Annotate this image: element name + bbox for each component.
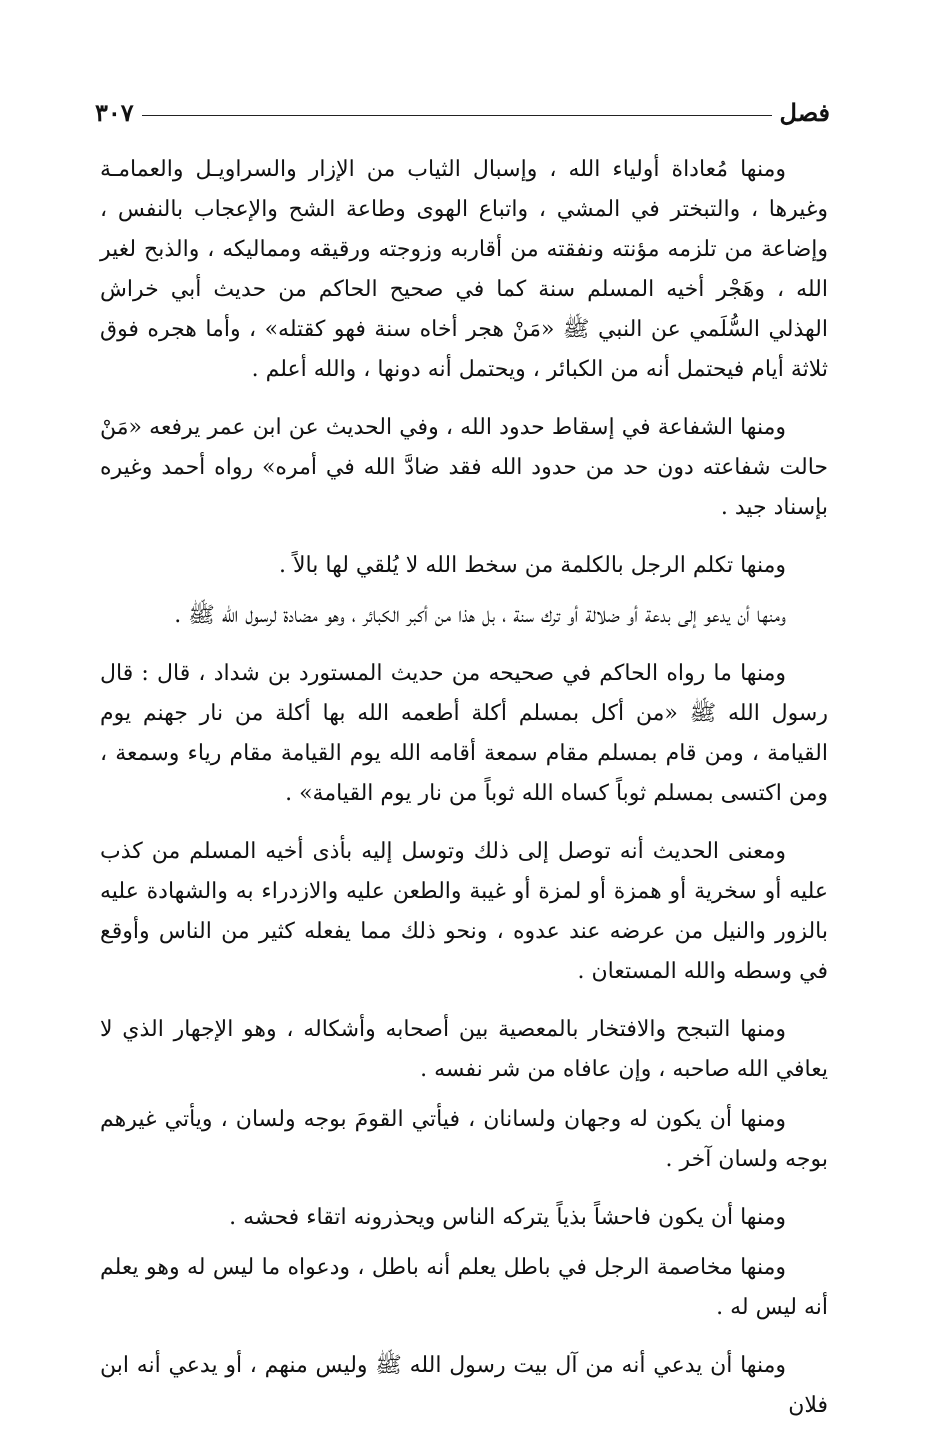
page-header (95, 92, 830, 132)
paragraph: ومنها مخاصمة الرجل في باطل يعلم أنه باطل ، ودعواه ما ليس له وهو يعلم أنه ليس له . (100, 1255, 828, 1320)
paragraph: ومنها أن يكون له وجهان ولسانان ، فيأتي القومَ بوجه ولسان ، ويأتي غيرهم بوجه ولسان آخر . (100, 1107, 828, 1172)
section-title: فصل (779, 97, 830, 127)
paragraph: ومنها أن يدعي أنه من آل بيت رسول الله ﷺ وليس منهم ، أو يدعي أنه ابن فلان (100, 1353, 828, 1418)
paragraph: ومنها ما رواه الحاكم في صحيحه من حديث المستورد بن شداد ، قال : قال رسول الله ﷺ «من أكل بمسلم أكلة أطعمه الله بها أكلة من نار جهنم يوم القيامة ، ومن قام بمسلم مقام سمعة أقامه الله يوم القيامة مقام رياء وسمعة ، ومن اكتسى بمسلم ثوباً كساه الله ثوباً من نار يوم القيامة» . (100, 661, 828, 806)
paragraph: ومعنى الحديث أنه توصل إلى ذلك وتوسل إليه بأذى أخيه المسلم من كذب عليه أو سخرية أو همزة أو لمزة أو غيبة والطعن عليه والازدراء به والشهادة عليه بالزور والنيل من عرضه عند عدوه ، ونحو ذلك مما يفعله كثير من الناس وأوقع في وسطه والله المستعان . (100, 839, 828, 984)
paragraph: ومنها أن يكون فاحشاً بذياً يتركه الناس ويحذرونه اتقاء فحشه . (229, 1205, 786, 1230)
paragraph: ومنها أن يدعو إلى بدعة أو ضلالة أو ترك سنة ، بل هذا من أكبر الكبائر ، وهو مضادة لرسول الله ﷺ . (174, 603, 786, 628)
body-text (100, 150, 828, 1444)
paragraph: ومنها الشفاعة في إسقاط حدود الله ، وفي الحديث عن ابن عمر يرفعه «مَنْ حالت شفاعته دون حد من حدود الله فقد ضادَّ الله في أمره» رواه أحمد وغيره بإسناد جيد . (100, 415, 828, 520)
header-rule (142, 115, 772, 116)
paragraph: ومنها مُعاداة أولياء الله ، وإسبال الثياب من الإزار والسراويـل والعمامـة وغيرها ، والتبختر في المشي ، واتباع الهوى وطاعة الشح والإعجاب بالنفس ، وإضاعة من تلزمه مؤنته ونفقته من أقاربه وزوجته ورقيقه ومماليكه ، والذبح لغير الله ، وهَجْر أخيه المسلم سنة كما في صحيح الحاكم من حديث أبي خراش الهذلي السُّلَمي عن النبي ﷺ «مَنْ هجر أخاه سنة فهو كقتله» ، وأما هجره فوق ثلاثة أيام فيحتمل أنه من الكبائر ، ويحتمل أنه دونها ، والله أعلم . (100, 157, 828, 382)
paragraph: ومنها التبجح والافتخار بالمعصية بين أصحابه وأشكاله ، وهو الإجهار الذي لا يعافي الله صاحبه ، وإن عافاه من شر نفسه . (100, 1017, 828, 1082)
page-number: ٣٠٧ (95, 97, 134, 127)
paragraph: ومنها تكلم الرجل بالكلمة من سخط الله لا يُلقي لها بالاً . (279, 553, 786, 578)
